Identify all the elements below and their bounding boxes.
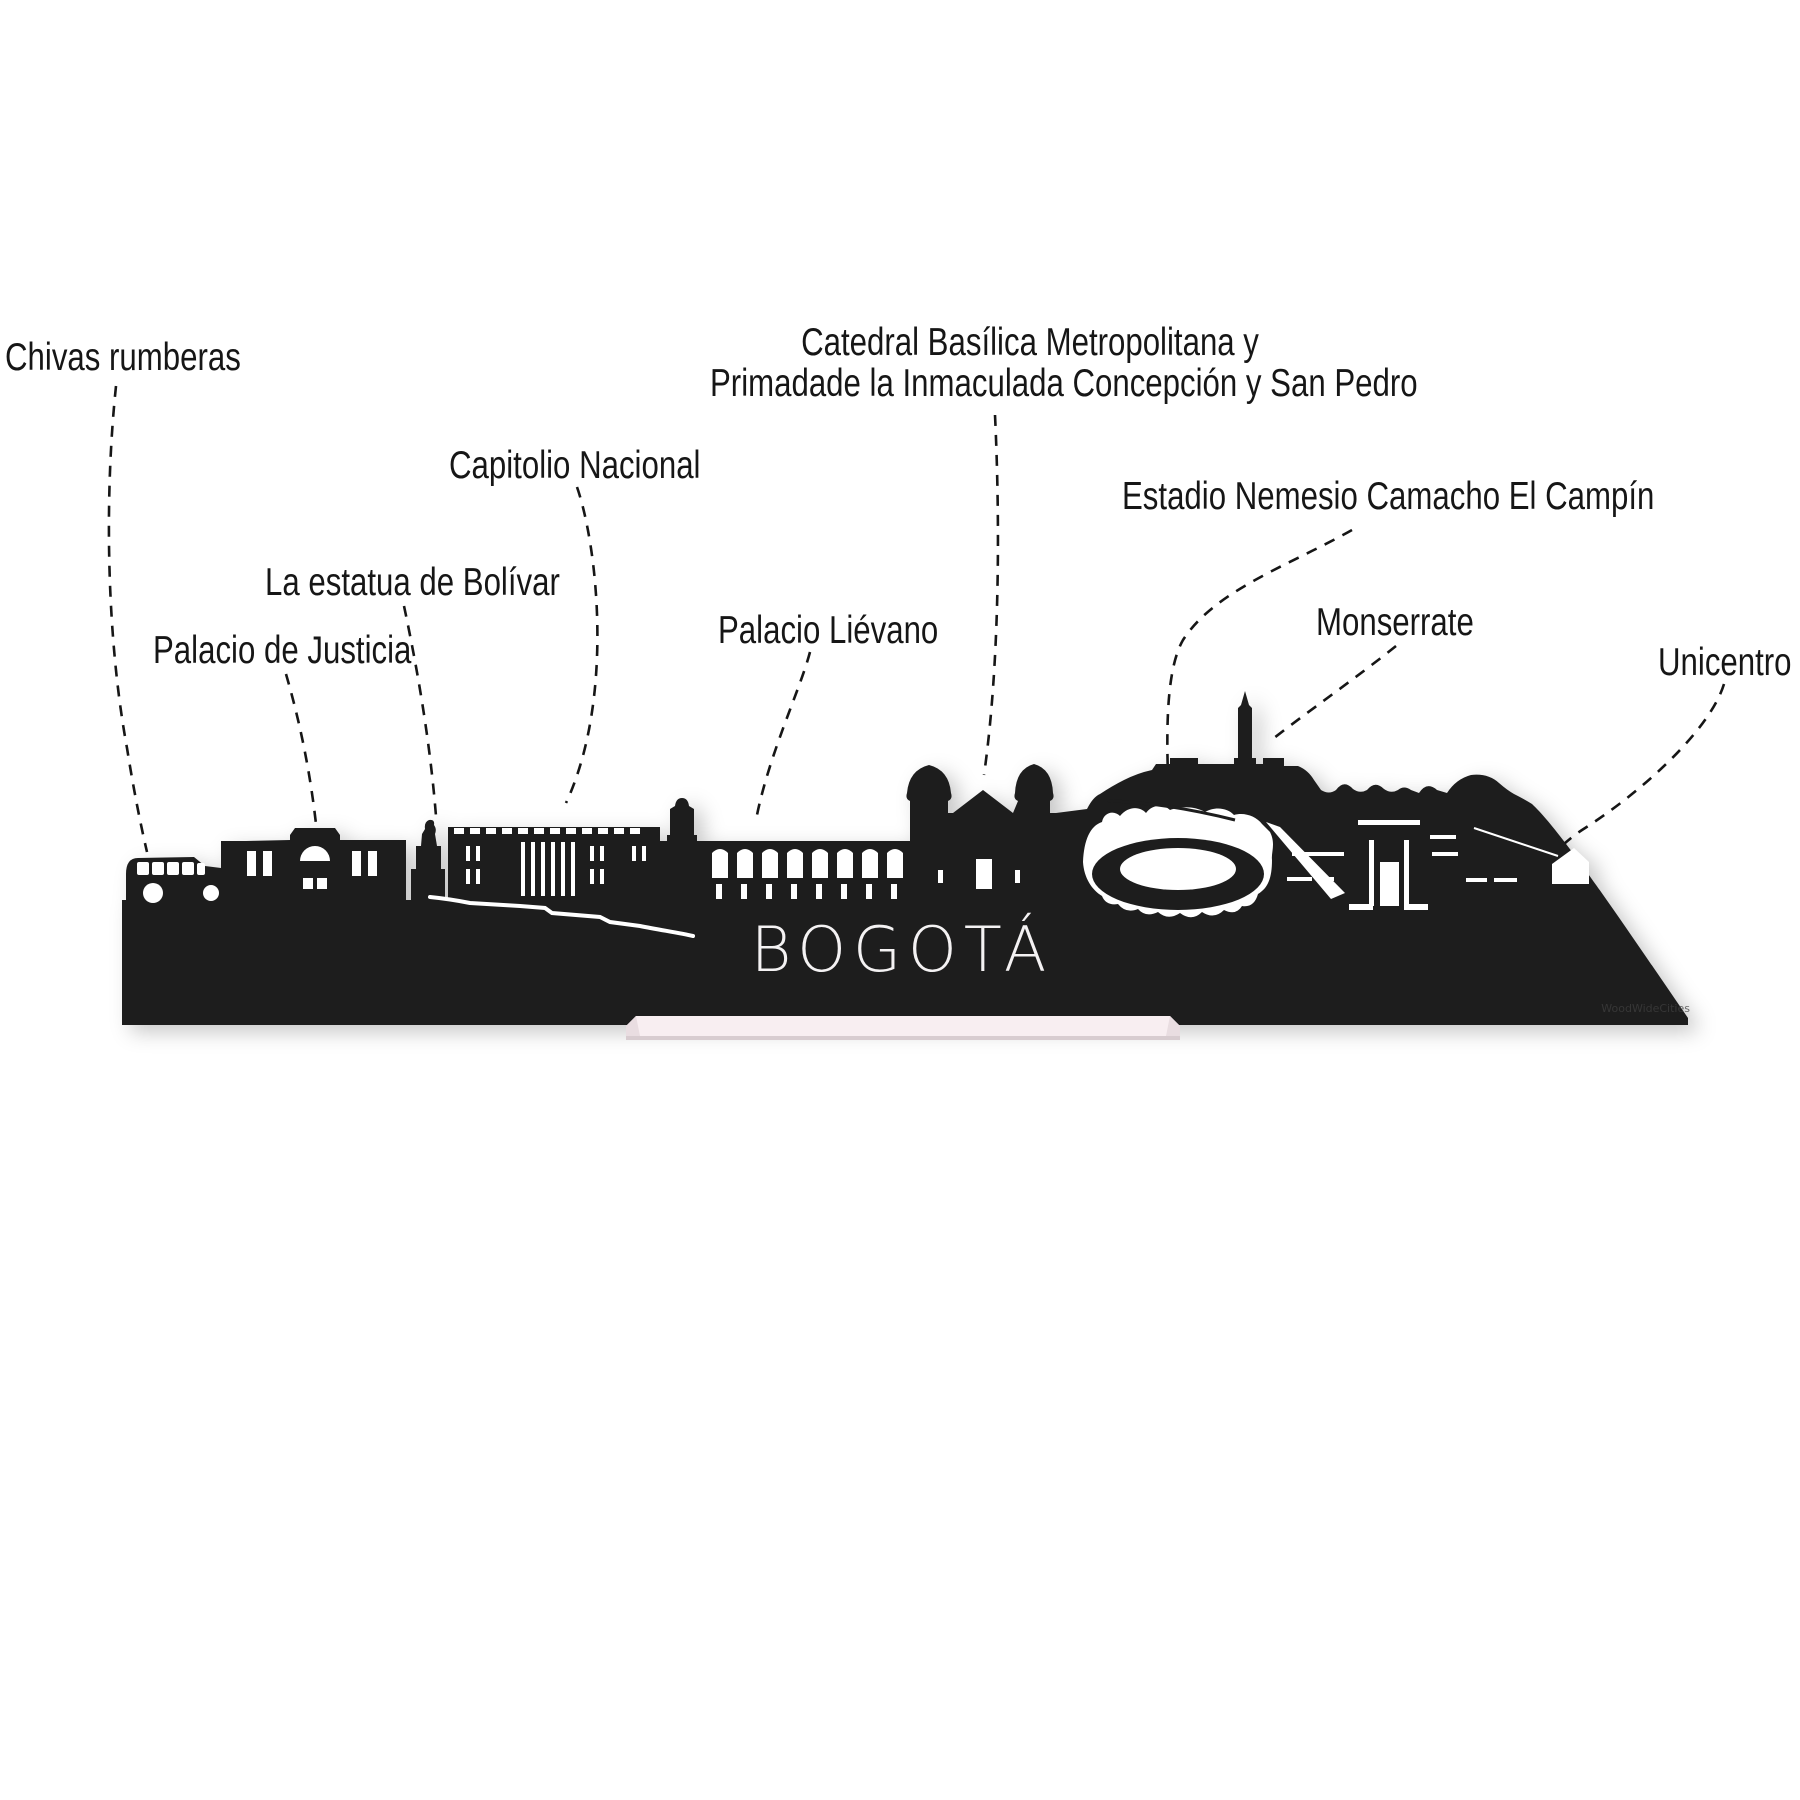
watermark-text: WoodWideCities: [1601, 1002, 1690, 1015]
skyline-silhouette: [122, 691, 1690, 1025]
arch: [887, 849, 903, 878]
label-palacio-justicia: Palacio de Justicia: [153, 629, 412, 672]
window-slit: [1432, 852, 1458, 856]
arch: [812, 849, 828, 878]
leader-chivas: [109, 386, 147, 852]
bus-wheel: [203, 885, 219, 901]
window-slit: [476, 869, 480, 884]
arch: [862, 849, 878, 878]
tower-vertical-slit: [1369, 840, 1374, 906]
tower-base-dash: [1404, 904, 1428, 910]
bus-window: [137, 862, 149, 875]
bus-window: [152, 862, 164, 875]
stadium-field: [1120, 848, 1236, 890]
bus-wheel: [143, 883, 163, 903]
label-palacio-lievano: Palacio Liévano: [718, 609, 939, 652]
window-slit: [1319, 877, 1334, 881]
door: [317, 878, 327, 889]
arch: [762, 849, 778, 878]
window-slit: [1287, 877, 1312, 881]
arcade-slit: [891, 884, 897, 899]
window-slit: [632, 846, 636, 861]
column-slit: [571, 842, 575, 896]
window-slit: [600, 846, 604, 861]
window-slit: [476, 846, 480, 861]
arcade-slit: [841, 884, 847, 899]
label-capitolio-nacional: Capitolio Nacional: [449, 444, 701, 487]
label-unicentro: Unicentro: [1658, 641, 1792, 684]
window-slit: [590, 869, 594, 884]
tower-base-dash: [1349, 904, 1373, 910]
leader-monserrate: [1274, 646, 1396, 738]
window: [368, 851, 377, 876]
label-estadio-el-campin: Estadio Nemesio Camacho El Campín: [1122, 475, 1655, 518]
window-slit: [466, 846, 470, 861]
window-slit: [590, 846, 594, 861]
window: [263, 851, 272, 876]
window-slit: [1494, 878, 1517, 882]
tower-slit: [1015, 870, 1020, 883]
tower-center-cut: [1380, 862, 1399, 906]
cathedral-door: [976, 859, 992, 889]
column-slit: [551, 842, 555, 896]
window: [352, 851, 361, 876]
display-base: [626, 1016, 1180, 1040]
window-slit: [642, 846, 646, 861]
label-catedral-line1: Catedral Basílica Metropolitana y: [801, 321, 1259, 364]
leader-catedral: [984, 415, 998, 775]
skyline-city-text: BOGOTÁ: [750, 913, 1054, 986]
arch: [787, 849, 803, 878]
leader-palacio-lievano: [757, 652, 810, 815]
window-slit: [1292, 852, 1344, 856]
tower-vertical-slit: [1404, 840, 1409, 906]
label-estatua-bolivar: La estatua de Bolívar: [265, 561, 560, 604]
column-slit: [561, 842, 565, 896]
bus-windshield: [197, 863, 205, 875]
arch: [712, 849, 728, 878]
column-slit: [521, 842, 525, 896]
window-slit: [466, 869, 470, 884]
column-slit: [541, 842, 545, 896]
tower-top-slit: [1358, 820, 1420, 825]
arcade-slit: [741, 884, 747, 899]
label-monserrate: Monserrate: [1316, 601, 1474, 644]
label-catedral-line2: Primadade la Inmaculada Concepción y San Pedro: [710, 362, 1418, 405]
bus-window: [182, 862, 194, 875]
bus-window: [167, 862, 179, 875]
leader-unicentro: [1553, 684, 1724, 855]
label-chivas-rumberas: Chivas rumberas: [5, 336, 241, 379]
arch: [737, 849, 753, 878]
arcade-slit: [791, 884, 797, 899]
arcade-slit: [816, 884, 822, 899]
tower-slit: [938, 870, 943, 883]
arcade-slit: [716, 884, 722, 899]
door: [303, 878, 313, 889]
window-slit: [600, 869, 604, 884]
leader-estatua-bolivar: [404, 606, 436, 816]
window-slit: [1466, 878, 1487, 882]
leader-palacio-justicia: [286, 674, 316, 824]
leader-capitolio: [566, 487, 597, 803]
window-slit: [1430, 835, 1456, 839]
column-slit: [531, 842, 535, 896]
base-top: [626, 1016, 1180, 1036]
window: [247, 851, 256, 876]
arcade-slit: [766, 884, 772, 899]
base-edge-shadow: [626, 1036, 1180, 1040]
arch: [837, 849, 853, 878]
arcade-slit: [866, 884, 872, 899]
